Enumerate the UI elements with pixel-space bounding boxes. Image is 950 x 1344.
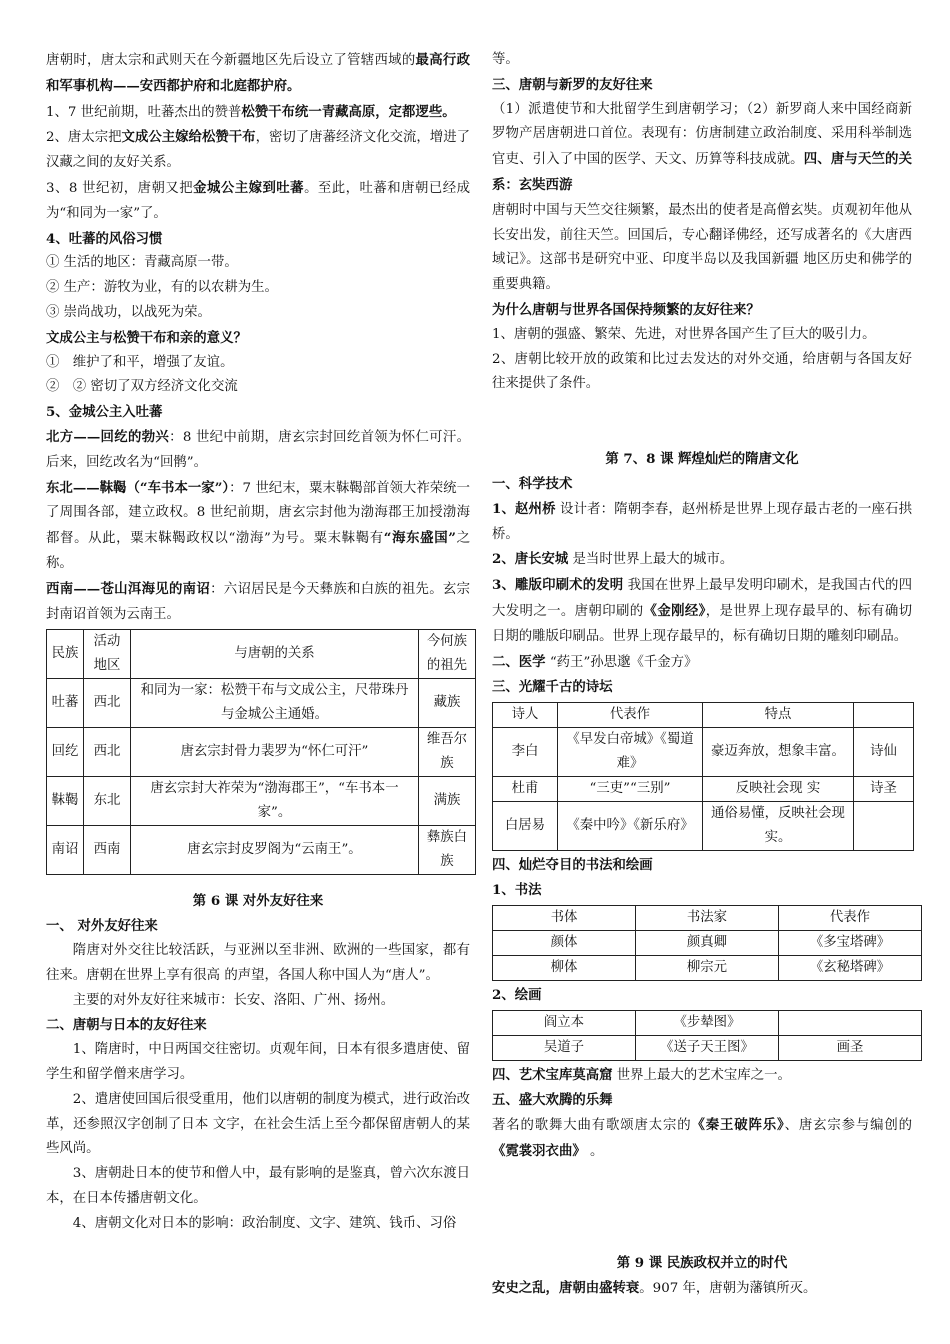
customs-heading: 4、吐蕃的风俗习惯 (46, 230, 163, 247)
table-row (47, 826, 476, 875)
table-cell: 东北 (84, 777, 131, 826)
table-cell: 吴道子 (493, 1035, 636, 1060)
zhaozhou-paragraph: 1、赵州桥 设计者：隋朝李春，赵州桥是世界上现存最古老的一座石拱桥。 (492, 500, 912, 542)
table-header-cell: 民族 (47, 630, 84, 679)
table-row (493, 728, 914, 777)
table-row (47, 777, 476, 826)
music-paragraph: 著名的歌舞大曲有歌颂唐太宗的《秦王破阵乐》、唐玄宗参与编创的《霓裳羽衣曲》 。 (492, 1117, 912, 1159)
songtsen-paragraph: 1、7 世纪前期，吐蕃杰出的赞普松赞干布统一青藏高原，定都逻些。 (46, 103, 456, 120)
table-header-cell: 活动地区 (84, 630, 131, 679)
why-question: 为什么唐朝与世界各国保持频繁的友好往来？ (492, 301, 760, 318)
table-header-cell: 特点 (703, 703, 854, 728)
mogao-paragraph: 四、艺术宝库莫高窟 世界上最大的艺术宝库之一。 (492, 1066, 791, 1083)
north-paragraph: 北方——回纥的勃兴：8 世纪中前期，唐玄宗封回纥首领为怀仁可汗。后来，回纥改名为“回鹘”。 (46, 428, 470, 470)
meaning-item: ① 维护了和平，增强了友谊。 (46, 354, 234, 370)
table-header-cell (854, 703, 914, 728)
table-cell: 《多宝塔碑》 (779, 930, 922, 955)
table-header-cell: 书法家 (636, 905, 779, 930)
section-heading: 三、光耀千古的诗坛 (492, 679, 613, 696)
tianzhu-paragraph: 唐朝时中国与天竺交往频繁，最杰出的使者是高僧玄奘。贞观初年他从长安出发，前往天竺。回国后，专心翻译佛经，还写成著名的《大唐西域记》。这部书是研究中亚、印度半岛以及我国新疆 地区历史和佛学的重要典籍。 (492, 202, 912, 293)
table-cell: 回纥 (47, 728, 84, 777)
table-row (493, 1010, 922, 1035)
meaning-item: ② ② 密切了双方经济文化交流 (46, 379, 238, 395)
table-cell: 柳宗元 (636, 955, 779, 980)
table-cell: 杜甫 (493, 777, 558, 802)
right-column (492, 48, 912, 1301)
section-heading: 一、 对外友好往来 (46, 918, 158, 935)
medicine-paragraph: 二、医学 “药王”孙思邈《千金方》 (492, 653, 698, 670)
list-item: 3、唐朝赴日本的使节和僧人中，最有影响的是鉴真，曾六次东渡日本，在日本传播唐朝文化。 (46, 1166, 470, 1206)
body-paragraph: 隋唐对外交往比较活跃，与亚洲以至非洲、欧洲的一些国家，都有往来。唐朝在世界上享有很高 的声望，各国人称中国人为“唐人”。 (46, 942, 470, 983)
printing-paragraph: 3、雕版印刷术的发明 我国在世界上最早发明印刷术，是我国古代的四大发明之一。唐朝印刷的《金刚经》，是世界上现存最早的、标有确切日期的雕版印刷品。世界上现存最早的，标有确切日期的雕刻印刷品。 (492, 577, 912, 644)
table-header-cell: 代表作 (779, 905, 922, 930)
table-cell: 《早发白帝城》《蜀道难》 (558, 728, 703, 777)
subsection-heading: 1、书法 (492, 881, 542, 898)
table-cell: 《玄秘塔碑》 (779, 955, 922, 980)
meaning-question: 文成公主与松赞干布和亲的意义？ (46, 329, 247, 346)
table-header-row (47, 630, 476, 679)
table-header-row (493, 703, 914, 728)
custom-item: ② 生产：游牧为业，有的以农耕为生。 (46, 280, 278, 296)
table-cell: 藏族 (419, 679, 476, 728)
table-header-cell: 代表作 (558, 703, 703, 728)
table-row (47, 728, 476, 777)
wencheng-paragraph: 2、唐太宗把文成公主嫁给松赞干布，密切了唐蕃经济文化交流，增进了汉藏之间的友好关系。 (46, 129, 471, 171)
table-cell: 诗圣 (854, 777, 914, 802)
custom-item: ① 生活的地区：青藏高原一带。 (46, 255, 238, 271)
table-cell: 《送子天王图》 (636, 1035, 779, 1060)
table-cell: 唐玄宗封大祚荣为“渤海郡王”，“车书本一家”。 (131, 777, 419, 826)
table-header-cell: 今何族的祖先 (419, 630, 476, 679)
table-cell: 彝族白族 (419, 826, 476, 875)
lesson9-title: 第 9 课 民族政权并立的时代 (616, 1254, 788, 1271)
table-cell: 反映社会现 实 (703, 777, 854, 802)
anshi-paragraph: 安史之乱，唐朝由盛转衰。907 年，唐朝为藩镇所灭。 (492, 1279, 817, 1296)
table-cell: 阎立本 (493, 1010, 636, 1035)
silla-paragraph: （1）派遣使节和大批留学生到唐朝学习；（2）新罗商人来中国经商新罗物产居唐朝进口首位。表现有：仿唐制建立政治制度、采用科举制选官吏、引入了中国的医学、天文、历算等科技成就。四、唐与天竺的关系：玄奘西游 (492, 101, 913, 193)
table-cell: 豪迈奔放，想象丰富。 (703, 728, 854, 777)
table-cell: 白居易 (493, 802, 558, 851)
table-cell (854, 802, 914, 851)
painting-table (492, 1010, 922, 1061)
table-header-cell: 书体 (493, 905, 636, 930)
subsection-heading: 2、绘画 (492, 986, 542, 1003)
southwest-paragraph: 西南——苍山洱海见的南诏：六诏居民是今天彝族和白族的祖先。玄宗封南诏首领为云南王。 (46, 580, 471, 622)
section-heading: 二、唐朝与日本的友好往来 (46, 1017, 207, 1034)
table-row (47, 679, 476, 728)
table-cell (779, 1010, 922, 1035)
continued-text: 等。 (492, 52, 519, 67)
table-header-cell: 与唐朝的关系 (131, 630, 419, 679)
table-cell: 南诏 (47, 826, 84, 875)
table-header-row (493, 905, 922, 930)
why-item: 1、唐朝的强盛、繁荣、先进，对世界各国产生了巨大的吸引力。 (492, 326, 876, 342)
table-cell: 西南 (84, 826, 131, 875)
table-cell: 《秦中吟》《新乐府》 (558, 802, 703, 851)
table-cell: 柳体 (493, 955, 636, 980)
list-item: 4、唐朝文化对日本的影响：政治制度、文字、建筑、钱币、习俗 (72, 1215, 457, 1231)
table-cell: 通俗易懂，反映社会现实。 (703, 802, 854, 851)
custom-item: ③ 崇尚战功，以战死为荣。 (46, 304, 211, 320)
table-cell: 《步辇图》 (636, 1010, 779, 1035)
left-column (46, 48, 470, 1236)
table-cell: 满族 (419, 777, 476, 826)
list-item: 2、遣唐使回国后很受重用，他们以唐朝的制度为模式，进行政治改革，还参照汉字创制了日本 文字，在社会生活上至今都保留唐朝人的某些风尚。 (46, 1091, 470, 1157)
jincheng-paragraph: 3、8 世纪初，唐朝又把金城公主嫁到吐蕃。至此，吐蕃和唐朝已经成为“和同为一家”了。 (46, 179, 471, 221)
section-heading: 三、唐朝与新罗的友好往来 (492, 76, 653, 93)
table-row (493, 777, 914, 802)
body-paragraph: 主要的对外友好往来城市：长安、洛阳、广州、扬州。 (72, 992, 395, 1008)
table-row (493, 930, 922, 955)
table-row (493, 802, 914, 851)
table-row (493, 1035, 922, 1060)
list-item: 1、隋唐时，中日两国交往密切。贞观年间，日本有很多遣唐使、留学生和留学僧来唐学习。 (46, 1042, 470, 1082)
section-heading: 四、灿烂夺目的书法和绘画 (492, 857, 653, 874)
jincheng-heading: 5、金城公主入吐蕃 (46, 404, 163, 421)
table-cell: 靺鞨 (47, 777, 84, 826)
poets-table (492, 702, 914, 851)
ethnic-table (46, 629, 476, 875)
table-cell: 诗仙 (854, 728, 914, 777)
table-cell: 唐玄宗封皮罗阁为“云南王”。 (131, 826, 419, 875)
intro-paragraph: 唐朝时，唐太宗和武则天在今新疆地区先后设立了管辖西域的最高行政和军事机构——安西都护府和北庭都护府。 (46, 52, 470, 94)
calligraphy-table (492, 905, 922, 981)
lesson78-title: 第 7、8 课 辉煌灿烂的隋唐文化 (605, 451, 799, 468)
table-cell: 画圣 (779, 1035, 922, 1060)
table-cell: 西北 (84, 679, 131, 728)
why-item: 2、唐朝比较开放的政策和比过去发达的对外交通，给唐朝与各国友好往来提供了条件。 (492, 351, 912, 392)
section-heading: 一、科学技术 (492, 475, 573, 492)
table-cell: 吐蕃 (47, 679, 84, 728)
table-cell: 西北 (84, 728, 131, 777)
northeast-paragraph: 东北——靺鞨（“车书本一家”）：7 世纪末，粟末靺鞨部首领大祚荣统一了周围各部，建立政权。8 世纪前期，唐玄宗封他为渤海郡王加授渤海都督。从此，粟末靺鞨政权以“渤海”为号。粟末靺鞨有“海东盛国”之称。 (46, 479, 470, 571)
table-cell: 李白 (493, 728, 558, 777)
table-cell: 唐玄宗封骨力裴罗为“怀仁可汗” (131, 728, 419, 777)
table-cell: “三吏”“三别” (558, 777, 703, 802)
section-heading: 五、盛大欢腾的乐舞 (492, 1092, 613, 1109)
table-cell: 维吾尔族 (419, 728, 476, 777)
table-header-cell: 诗人 (493, 703, 558, 728)
table-row (493, 955, 922, 980)
changan-paragraph: 2、唐长安城 是当时世界上最大的城市。 (492, 551, 734, 568)
table-cell: 颜真卿 (636, 930, 779, 955)
lesson6-title: 第 6 课 对外友好往来 (192, 893, 324, 910)
table-cell: 和同为一家：松赞干布与文成公主，尺带珠丹与金城公主通婚。 (131, 679, 419, 728)
table-cell: 颜体 (493, 930, 636, 955)
